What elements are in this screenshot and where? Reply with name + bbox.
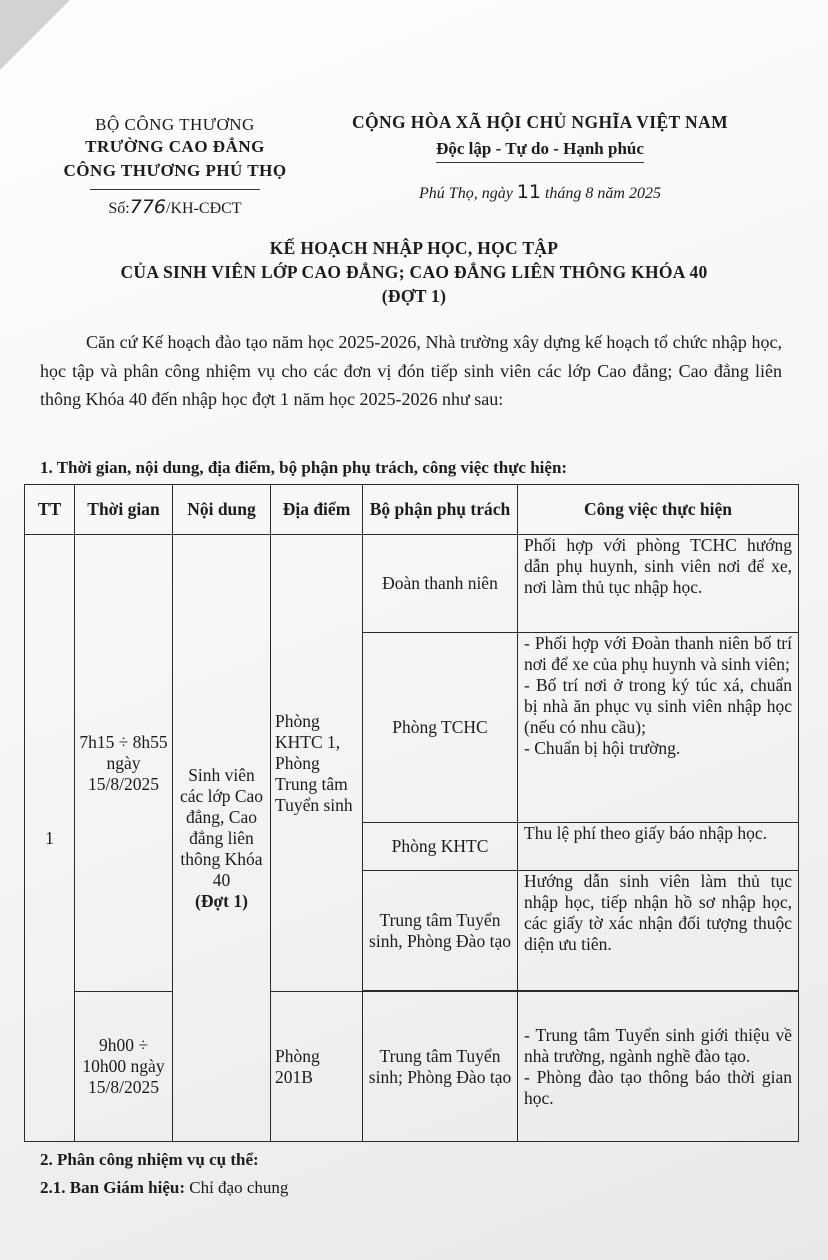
national-motto: Độc lập - Tự do - Hạnh phúc [436, 139, 644, 163]
ministry-name: BỘ CÔNG THƯƠNG [95, 115, 255, 134]
cell-unit: Phòng KHTC [363, 823, 518, 871]
cell-work: Hướng dẫn sinh viên làm thủ tục nhập học, tiếp nhận hồ sơ nhập học, các giấy tờ xác nhận đối tượng thuộc diện ưu tiên. [518, 871, 799, 991]
issuing-agency-block [40, 115, 310, 218]
cell-place-2: Phòng 201B [271, 992, 363, 1142]
header-unit: Bộ phận phụ trách [363, 485, 518, 535]
title-line2: CỦA SINH VIÊN LỚP CAO ĐẲNG; CAO ĐẲNG LIÊN THÔNG KHÓA 40 [120, 262, 708, 282]
cell-tt: 1 [25, 535, 75, 1142]
header-content: Nội dung [173, 485, 271, 535]
intro-text: Căn cứ Kế hoạch đào tạo năm học 2025-2026, Nhà trường xây dựng kế hoạch tổ chức nhập học, học tập và phân công nhiệm vụ cho các đơn vị đón tiếp sinh viên các lớp Cao đẳng; Cao đẳng liên thông Khóa 40 đến nhập học đợt 1 năm học 2025-2026 như sau: [40, 332, 782, 409]
table-row [25, 992, 799, 1142]
content-batch: (Đợt 1) [195, 890, 248, 911]
section-2-1-label: 2.1. Ban Giám hiệu: [40, 1178, 185, 1197]
cell-unit: Trung tâm Tuyển sinh, Phòng Đào tạo [363, 871, 518, 991]
number-prefix: Số: [108, 200, 130, 217]
cell-unit: Đoàn thanh niên [363, 535, 518, 633]
cell-unit: Trung tâm Tuyển sinh; Phòng Đào tạo [363, 992, 518, 1142]
cell-work: Thu lệ phí theo giấy báo nhập học. [518, 823, 799, 871]
table-row [25, 535, 799, 633]
section-1-heading: 1. Thời gian, nội dung, địa điểm, bộ phận phụ trách, công việc thực hiện: [40, 458, 568, 477]
header-divider [90, 189, 260, 190]
republic-name: CỘNG HÒA XÃ HỘI CHỦ NGHĨA VIỆT NAM [351, 112, 729, 132]
document-number [40, 196, 310, 218]
issue-date [320, 181, 760, 203]
cell-unit: Phòng TCHC [363, 633, 518, 823]
cell-place-1: Phòng KHTC 1, Phòng Trung tâm Tuyển sinh [271, 535, 363, 992]
title-line1: KẾ HOẠCH NHẬP HỌC, HỌC TẬP [269, 238, 559, 258]
content-text: Sinh viên các lớp Cao đẳng, Cao đẳng liên thông Khóa 40 [179, 764, 264, 890]
handwritten-number: 776 [129, 196, 167, 218]
intro-paragraph [40, 328, 782, 414]
table-header-row [25, 485, 799, 535]
section-2-heading: 2. Phân công nhiệm vụ cụ thể: [40, 1150, 259, 1169]
header-tt: TT [25, 485, 75, 535]
title-line3: (ĐỢT 1) [381, 286, 447, 306]
date-prefix: Phú Thọ, ngày [419, 185, 513, 202]
number-suffix: /KH-CĐCT [166, 200, 242, 217]
cell-content [173, 535, 271, 1142]
national-header-block [320, 112, 760, 203]
cell-time-2: 9h00 ÷ 10h00 ngày 15/8/2025 [75, 992, 173, 1142]
cell-time-1: 7h15 ÷ 8h55 ngày 15/8/2025 [75, 535, 173, 992]
header-time: Thời gian [75, 485, 173, 535]
document-title [20, 236, 808, 308]
date-suffix: tháng 8 năm 2025 [544, 185, 661, 202]
handwritten-day: 11 [516, 181, 541, 203]
header-work: Công việc thực hiện [518, 485, 799, 535]
page-corner-fold [0, 0, 70, 70]
school-name-line1: TRƯỜNG CAO ĐẲNG [85, 137, 265, 156]
school-name-line2: CÔNG THƯƠNG PHÚ THỌ [63, 161, 287, 180]
cell-work: Phối hợp với phòng TCHC hướng dẫn phụ huynh, sinh viên nơi để xe, nơi làm thủ tục nhập học. [518, 535, 799, 633]
header-place: Địa điểm [271, 485, 363, 535]
cell-work: - Phối hợp với Đoàn thanh niên bố trí nơi để xe của phụ huynh và sinh viên; - Bố trí nơi ở trong ký túc xá, chuẩn bị nhà ăn phục vụ sinh viên nhập học (nếu có nhu cầu); - Chuẩn bị hội trường. [518, 633, 799, 823]
cell-work: - Trung tâm Tuyển sinh giới thiệu về nhà trường, ngành nghề đào tạo. - Phòng đào tạo thông báo thời gian học. [518, 992, 799, 1142]
schedule-table [24, 484, 799, 1142]
section-2-1-text: Chỉ đạo chung [189, 1178, 289, 1197]
section-2-1 [40, 1178, 288, 1198]
